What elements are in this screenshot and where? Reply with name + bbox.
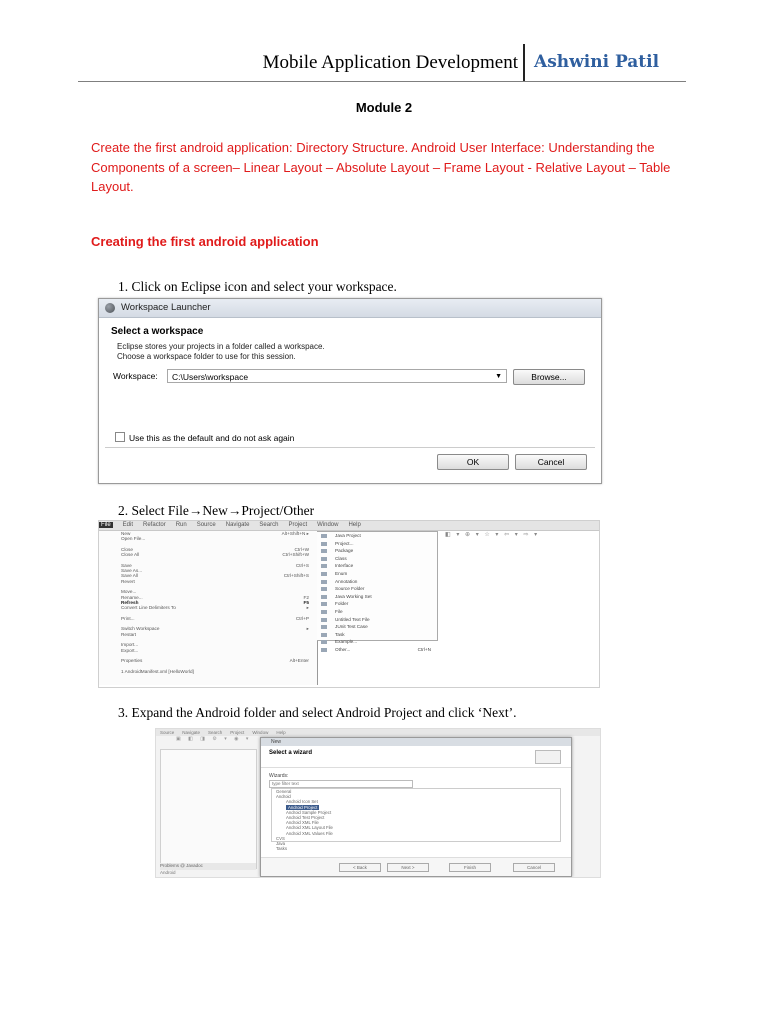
finish-button[interactable]: Finish	[449, 863, 491, 872]
filter-input[interactable]: type filter text	[269, 780, 413, 788]
menu-item-label: Package	[335, 548, 354, 554]
item-icon	[321, 549, 327, 553]
workspace-launcher-screenshot	[98, 298, 602, 484]
selected-tree-label: Android Project	[288, 804, 318, 810]
menu-navigate[interactable]: Navigate	[182, 730, 201, 735]
menu-item-shortcut: Ctrl+Shift+S	[283, 573, 309, 579]
tree-label: Java	[276, 841, 286, 847]
ide-menubar	[156, 729, 600, 736]
header-rule	[78, 81, 686, 82]
menu-run[interactable]: Run	[175, 522, 187, 528]
menu-item-shortcut: ▸	[306, 605, 309, 611]
menu-item-label: JUnit Test Case	[335, 624, 368, 630]
tree-label: Android XML Layout File	[286, 825, 333, 831]
menu-item-label: Other...	[335, 646, 351, 652]
item-icon	[321, 640, 327, 644]
menu-item-shortcut: ▸	[306, 626, 309, 632]
tree-label: Android Icon Set	[286, 799, 318, 805]
package-explorer-pane	[160, 749, 257, 869]
menu-item-shortcut: Ctrl+N	[417, 646, 431, 652]
menu-item-label: Close	[121, 546, 133, 552]
menu-item-label: Restart	[121, 631, 137, 637]
new-menu-item[interactable]	[317, 623, 437, 631]
menu-item-shortcut: Alt+Enter	[289, 658, 309, 664]
wizard-heading: Select a wizard	[261, 746, 571, 768]
new-menu-item[interactable]	[317, 638, 437, 646]
menu-item-shortcut: F2	[303, 594, 309, 600]
menu-item-label: Switch Workspace	[121, 626, 160, 632]
menu-item-label: Untitled Text File	[335, 616, 370, 622]
item-icon	[321, 557, 327, 561]
file-menu-item[interactable]	[99, 669, 317, 674]
menu-item-label: Properties	[121, 658, 143, 664]
wizard-footer	[261, 857, 571, 876]
file-menu-screenshot	[98, 520, 600, 688]
wizard-titlebar: New	[261, 738, 571, 746]
menu-item-label: Task	[335, 631, 345, 637]
module-title: Module 2	[355, 100, 413, 115]
new-menu-item[interactable]	[317, 631, 437, 639]
menu-item-shortcut: Ctrl+Shift+W	[282, 552, 309, 558]
tree-label: CVS	[276, 835, 285, 841]
tree-label: Android	[276, 794, 291, 800]
intro-paragraph: Create the first android application: Directory Structure. Android User Interface: Understanding the Components of a screen– Linear Layout – Absolute Layout – Frame Layout - Relative Layout – Table Layout.	[91, 140, 671, 194]
tree-label: Android Sample Project	[286, 809, 332, 815]
new-menu-item[interactable]	[317, 562, 437, 570]
menu-item-shortcut: F5	[303, 599, 309, 605]
file-menu	[99, 531, 318, 685]
header-divider	[523, 44, 525, 82]
new-menu-item[interactable]	[317, 570, 437, 578]
toolbar-icons: ◧ ▾ ⊕ ▾ ☆ ▾ ⇦ ▾ ⇨ ▾	[445, 532, 540, 538]
back-button[interactable]: < Back	[339, 863, 381, 872]
dialog-description-line: Eclipse stores your projects in a folder called a workspace.	[117, 342, 325, 351]
menu-item-label: Project...	[335, 540, 354, 546]
menu-navigate[interactable]: Navigate	[225, 522, 250, 528]
item-icon	[321, 564, 327, 568]
menu-project[interactable]: Project	[288, 522, 308, 528]
menu-item-label: Print...	[121, 615, 135, 621]
new-submenu	[317, 531, 438, 652]
divider	[105, 447, 595, 448]
ide-toolbar-icons: ▣ ◧ ◨ ⚙ ▾ ◉ ▾	[176, 736, 252, 742]
new-menu-item[interactable]	[317, 608, 437, 616]
dialog-description-line: Choose a workspace folder to use for this session.	[117, 352, 296, 361]
tree-label: Tasks	[276, 846, 287, 852]
cancel-button[interactable]: Cancel	[513, 863, 555, 872]
tree-label: Android XML File	[286, 820, 319, 826]
menu-item-label: Folder	[335, 601, 349, 607]
menu-item-label: Import...	[121, 642, 139, 648]
item-icon	[321, 595, 327, 599]
new-menu-item[interactable]	[317, 593, 437, 601]
menu-item-shortcut: Alt+Shift+N ▸	[281, 531, 309, 536]
new-menu-item[interactable]	[317, 555, 437, 563]
wizard-tree	[271, 788, 561, 852]
step-2: 2. Select File→New→Project/Other	[118, 503, 315, 518]
item-icon	[321, 633, 327, 637]
menu-item-label: New	[121, 531, 131, 536]
wizard-banner-icon	[535, 750, 561, 764]
menu-item-label: Java Project	[335, 533, 361, 538]
menu-item-label: Class	[335, 555, 347, 561]
status-bar: Android	[160, 870, 176, 875]
menu-item-label: Export...	[121, 647, 139, 653]
cancel-button[interactable]: Cancel	[515, 454, 587, 470]
menu-source[interactable]: Source	[160, 730, 175, 735]
next-button[interactable]: Next >	[387, 863, 429, 872]
menu-item-label: Close All	[121, 552, 140, 558]
new-wizard-screenshot	[155, 728, 601, 878]
item-icon	[321, 625, 327, 629]
item-icon	[321, 610, 327, 614]
menu-item-label: Example...	[335, 639, 358, 645]
item-icon	[321, 602, 327, 606]
item-icon	[321, 542, 327, 546]
browse-button[interactable]: Browse...	[513, 369, 585, 385]
menu-window[interactable]: Window	[317, 522, 339, 528]
menu-item-label: Open File...	[121, 536, 146, 542]
bottom-tabs[interactable]: Problems @ Javadoc	[160, 863, 256, 870]
header-title: Mobile Application Development	[262, 52, 518, 73]
menu-item-label: Revert	[121, 578, 135, 584]
step-3: 3. Expand the Android folder and select Android Project and click ‘Next’.	[118, 705, 517, 720]
tree-label: Android XML Values File	[286, 830, 333, 836]
page-header	[78, 38, 686, 82]
menu-item-label: 1 AndroidManifest.xml [HelloWorld]	[121, 668, 194, 674]
menu-search[interactable]: Search	[259, 522, 279, 528]
item-icon	[321, 648, 327, 652]
new-menu-item[interactable]	[317, 600, 437, 608]
item-icon	[321, 580, 327, 584]
dropdown-arrow-icon[interactable]: ▼	[495, 373, 502, 380]
new-menu-item[interactable]	[317, 532, 437, 540]
dialog-title: Workspace Launcher	[121, 302, 211, 313]
dialog-description	[117, 342, 601, 362]
menu-item-shortcut: Ctrl+S	[295, 562, 309, 568]
menu-refactor[interactable]: Refactor	[143, 522, 166, 528]
menu-source[interactable]: Source	[196, 522, 216, 528]
dialog-heading: Select a workspace	[111, 326, 204, 337]
menu-item-label: Save	[121, 562, 132, 568]
menu-project[interactable]: Project	[230, 730, 245, 735]
default-checkbox[interactable]	[115, 432, 294, 443]
new-menu-item[interactable]	[317, 585, 437, 593]
workspace-label: Workspace:	[113, 371, 158, 381]
header-author: Ashwini Patil	[534, 52, 660, 72]
menu-item-shortcut: Ctrl+P	[295, 615, 309, 621]
checkbox-label: Use this as the default and do not ask again	[129, 433, 295, 443]
menu-item-label: Save All	[121, 573, 138, 579]
ok-button[interactable]: OK	[437, 454, 509, 470]
item-icon	[321, 572, 327, 576]
menu-search[interactable]: Search	[208, 730, 223, 735]
menu-item-label: File	[335, 608, 343, 614]
wizards-label: Wizards:	[269, 773, 289, 779]
new-wizard-dialog	[260, 737, 572, 877]
menu-item-label: Annotation	[335, 578, 358, 584]
menu-help[interactable]: Help	[348, 522, 361, 528]
tree-item[interactable]	[272, 846, 560, 851]
new-menu-item[interactable]	[317, 547, 437, 555]
eclipse-icon	[105, 303, 115, 313]
menu-item-label: Convert Line Delimiters To	[121, 605, 176, 611]
item-icon	[321, 534, 327, 538]
new-menu-item[interactable]	[317, 578, 437, 586]
menu-item-label: Source Folder	[335, 586, 365, 592]
menu-help[interactable]: Help	[276, 730, 286, 735]
menu-item-label: Refresh	[121, 599, 139, 605]
dialog-titlebar	[99, 299, 601, 318]
workspace-combo[interactable]	[167, 369, 507, 383]
new-menu-item[interactable]	[317, 646, 437, 654]
menu-item-label: Rename...	[121, 594, 143, 600]
menu-item-shortcut: Ctrl+W	[294, 546, 309, 552]
menu-item-label: Enum	[335, 570, 348, 576]
menu-item-label: Java Working Set	[335, 593, 372, 599]
item-icon	[321, 587, 327, 591]
item-icon	[321, 618, 327, 622]
workspace-value: C:\Users\workspace	[172, 372, 249, 382]
tree-label: Android Test Project	[286, 815, 325, 821]
menu-edit[interactable]: Edit	[122, 522, 134, 528]
new-menu-item[interactable]	[317, 540, 437, 548]
tree-label: General	[276, 789, 292, 794]
menu-window[interactable]: Window	[252, 730, 269, 735]
menu-item-label: Move...	[121, 589, 137, 595]
menu-file[interactable]: File	[101, 522, 111, 528]
menu-item-label: Interface	[335, 563, 354, 569]
step-1: 1. Click on Eclipse icon and select your workspace.	[118, 279, 397, 294]
new-menu-item[interactable]	[317, 616, 437, 624]
section-heading: Creating the first android application	[91, 234, 319, 249]
checkbox-icon[interactable]	[115, 432, 125, 442]
menu-item-label: Save As...	[121, 568, 143, 574]
menubar	[99, 521, 599, 531]
